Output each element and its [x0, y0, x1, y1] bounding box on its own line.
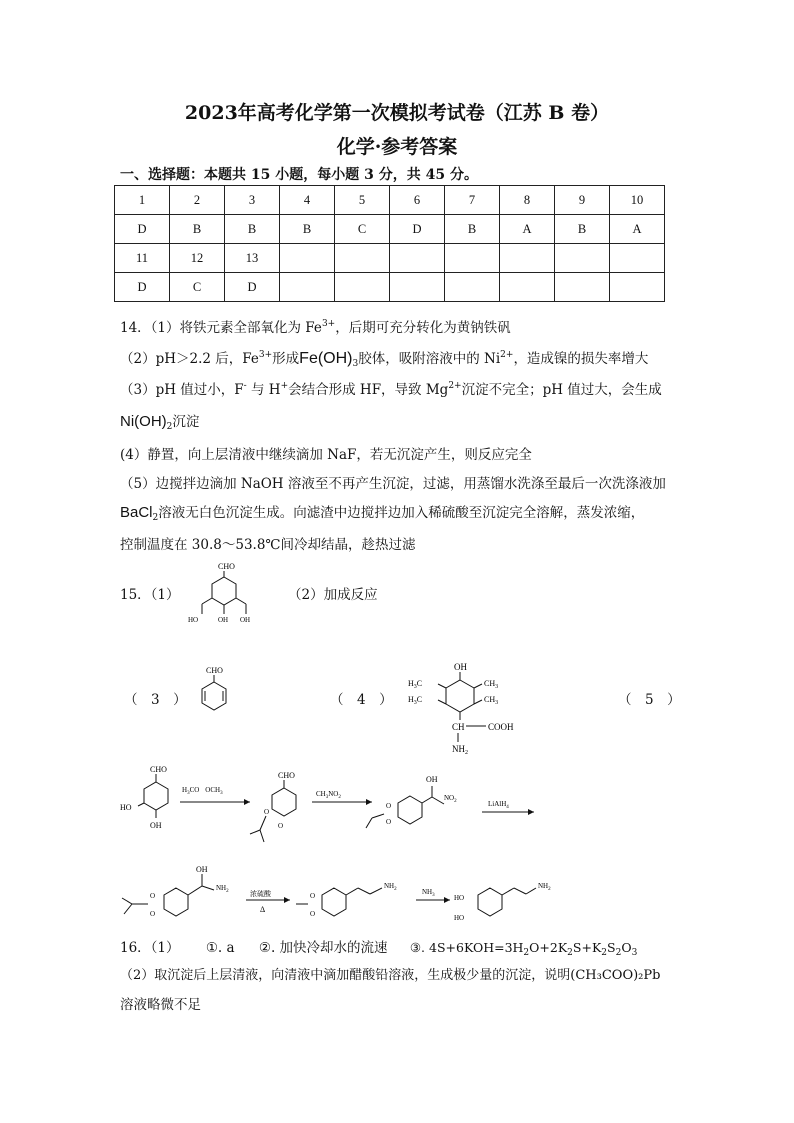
q14-line-4: $Ni(OH)_2$沉淀 — [120, 413, 200, 432]
table-cell: 4 — [280, 186, 335, 215]
svg-text:CHO: CHO — [206, 666, 223, 675]
table-cell: A — [610, 215, 665, 244]
svg-text:LiAlH4: LiAlH$_4$ — [488, 800, 509, 810]
table-cell: 13 — [225, 244, 280, 273]
table-row — [115, 186, 665, 215]
q14-line-7: BaCl$_2$溶液无白色沉淀生成。向滤渣中边搅拌边加入稀硫酸至沉淀完全溶解，蒸发浓缩， — [120, 504, 645, 523]
structure-1 — [180, 560, 280, 624]
svg-text:NH2: $NH_2$ — [216, 884, 229, 894]
table-cell: 6 — [390, 186, 445, 215]
table-cell: D — [390, 215, 445, 244]
svg-text:浓硫酸: 浓硫酸 — [250, 890, 271, 898]
table-cell: C — [335, 215, 390, 244]
svg-text:CHO: CHO — [278, 771, 295, 780]
table-cell: 1 — [115, 186, 170, 215]
structure-3 — [192, 662, 242, 722]
table-cell — [390, 273, 445, 302]
structure-4 — [400, 660, 530, 760]
svg-text:OH: OH — [426, 775, 438, 784]
svg-text:OH: OH — [454, 662, 467, 672]
table-cell — [335, 273, 390, 302]
table-cell — [280, 273, 335, 302]
svg-text:HO: HO — [120, 803, 132, 812]
synthesis-route-1 — [114, 762, 544, 854]
svg-text:CH3: $CH_3$ — [484, 679, 499, 690]
table-cell: 9 — [555, 186, 610, 215]
table-cell — [555, 244, 610, 273]
svg-text:O: O — [310, 910, 316, 918]
q15-label-5: （ 5 ） — [618, 692, 681, 708]
table-cell: B — [225, 215, 280, 244]
table-cell: D — [225, 273, 280, 302]
section-heading: 一、选择题：本题共 15 小题，每小题 3 分，共 45 分。 — [120, 167, 478, 183]
table-cell — [280, 244, 335, 273]
svg-text:O: O — [386, 818, 392, 826]
svg-text:NH2: $NH_2$ — [452, 744, 468, 756]
svg-text:OH: OH — [218, 616, 229, 624]
q14-line-5: (4）静置，向上层清液中继续滴加 NaF，若无沉淀产生，则反应完全 — [120, 447, 532, 463]
table-cell — [445, 244, 500, 273]
q14-line-1: 14．（1）将铁元素全部氧化为 $Fe^{3+}$，后期可充分转化为黄钠铁矾 — [120, 319, 511, 336]
svg-text:O: O — [310, 892, 316, 900]
table-cell: 10 — [610, 186, 665, 215]
svg-text:H3C: $H_3C$ — [408, 679, 423, 690]
svg-text:O: O — [386, 802, 392, 810]
table-cell: 11 — [115, 244, 170, 273]
q15-label-2: （2）加成反应 — [288, 587, 378, 603]
table-cell: 8 — [500, 186, 555, 215]
table-row — [115, 273, 665, 302]
q16-line-1: 16．（1） ①. a ②. 加快冷却水的流速 ③. $4S+6KOH=3H_2O+2K_2S+K_2S_2O_3$ — [120, 940, 638, 958]
q16-line-3: 溶液略微不足 — [120, 997, 201, 1013]
table-cell: 3 — [225, 186, 280, 215]
table-cell — [445, 273, 500, 302]
svg-text:H3COOCH3: $H_3CO$ $OCH_3$ — [182, 786, 223, 796]
svg-text:CH3: $CH_3$ — [484, 695, 499, 706]
svg-text:HO: HO — [454, 914, 465, 922]
table-cell: D — [115, 215, 170, 244]
table-cell — [610, 273, 665, 302]
q16-line-2: （2）取沉淀后上层清液，向清液中滴加醋酸铅溶液，生成极少量的沉淀，说明(CH₃COO)₂Pb — [120, 968, 661, 983]
table-cell: A — [500, 215, 555, 244]
svg-text:O: O — [150, 910, 156, 918]
svg-text:O: O — [278, 822, 284, 830]
table-cell — [555, 273, 610, 302]
q15-label-1: 15．（1） — [120, 587, 180, 603]
exam-subtitle: 化学·参考答案 — [336, 136, 458, 158]
table-row — [115, 215, 665, 244]
table-cell: 12 — [170, 244, 225, 273]
table-cell — [610, 244, 665, 273]
table-cell: 5 — [335, 186, 390, 215]
svg-text:COOH: COOH — [488, 722, 514, 732]
svg-text:CH: CH — [452, 722, 465, 732]
svg-text:NH2: $NH_2$ — [538, 882, 551, 892]
svg-text:CHO: CHO — [150, 765, 167, 774]
svg-text:NH2: $NH_2$ — [384, 882, 397, 892]
svg-text:H3C: $H_3C$ — [408, 695, 423, 706]
svg-text:OH: OH — [196, 865, 208, 874]
svg-text:CH3NO2: $CH_3NO_2$ — [316, 790, 341, 800]
svg-text:HO: HO — [454, 894, 465, 902]
q15-label-3: （ 3 ） — [124, 692, 187, 708]
table-cell — [390, 244, 445, 273]
table-cell: B — [170, 215, 225, 244]
q14-line-2: （2）pH＞2.2 后，$Fe^{3+}$形成$Fe(OH)_3$胶体，吸附溶液中的 $Ni^{2+}$，造成镍的损失率增大 — [120, 350, 649, 369]
q14-line-3: （3）pH 值过小，F- 与 H+会结合形成 HF，导致 $Mg^{2+}$沉淀不完全；pH 值过大，会生成 — [120, 381, 662, 398]
svg-text:Δ: Δ — [260, 905, 266, 914]
svg-text:O: O — [150, 892, 156, 900]
table-cell: B — [555, 215, 610, 244]
svg-text:O: O — [264, 808, 270, 816]
svg-text:HO: HO — [188, 616, 199, 624]
table-cell — [335, 244, 390, 273]
table-cell: B — [280, 215, 335, 244]
q14-line-8: 控制温度在 30.8～53.8℃间冷却结晶，趁热过滤 — [120, 537, 416, 553]
table-cell: B — [445, 215, 500, 244]
table-cell — [500, 273, 555, 302]
table-cell: C — [170, 273, 225, 302]
table-cell: 2 — [170, 186, 225, 215]
q14-line-6: （5）边搅拌边滴加 NaOH 溶液至不再产生沉淀，过滤，用蒸馏水洗涤至最后一次洗涤液加 — [120, 476, 666, 492]
exam-title: 2023年高考化学第一次模拟考试卷（江苏 B 卷） — [184, 102, 610, 124]
svg-text:NH3: $NH_3$ — [422, 888, 435, 898]
q15-label-4: （ 4 ） — [330, 692, 393, 708]
table-row — [115, 244, 665, 273]
table-cell: 7 — [445, 186, 500, 215]
svg-text:OH: OH — [150, 821, 162, 830]
svg-text:OH: OH — [240, 616, 251, 624]
table-cell — [500, 244, 555, 273]
svg-text:CHO: CHO — [218, 562, 235, 571]
synthesis-route-2 — [114, 860, 574, 936]
answer-table — [114, 185, 665, 302]
table-cell: D — [115, 273, 170, 302]
svg-text:NO2: $NO_2$ — [444, 794, 457, 804]
